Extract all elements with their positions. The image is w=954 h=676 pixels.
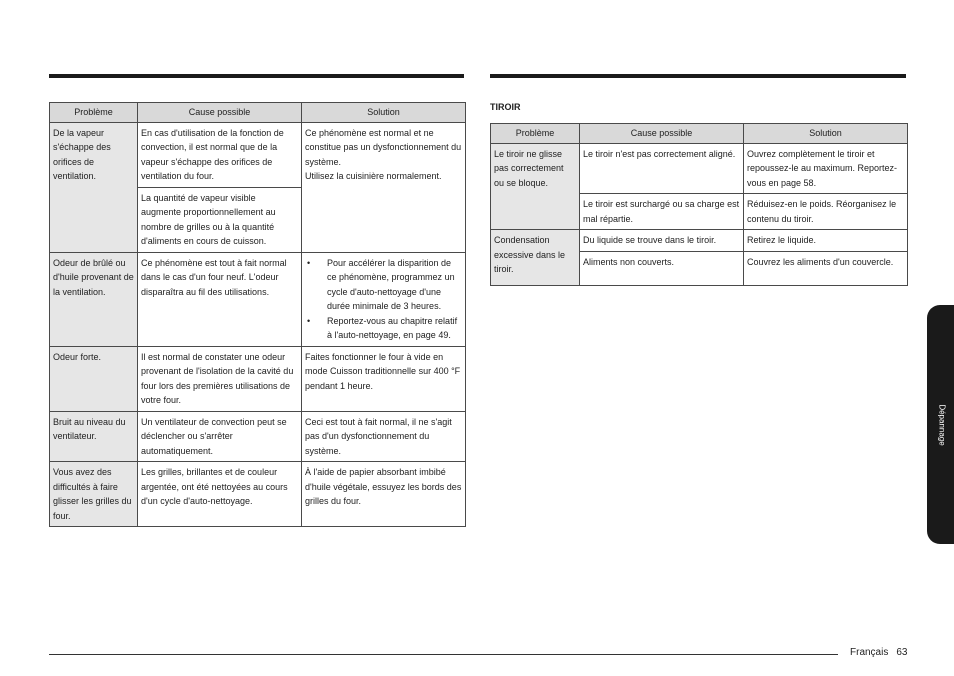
solution-cell: Couvrez les aliments d'un couvercle. [744, 251, 908, 285]
bullet-text: Reportez-vous au chapitre relatif à l'auto-nettoyage, en page [327, 315, 458, 340]
footer-rule [49, 654, 838, 655]
cause-cell: En cas d'utilisation de la fonction de convection, il est normal que de la vapeur s'échappe des orifices de ventilation du four. [138, 122, 302, 187]
bullet-end: . [448, 330, 451, 340]
page-number: 63 [896, 647, 908, 658]
header-solution: Solution [302, 103, 466, 123]
top-rule-right [490, 74, 906, 78]
solution-cell [302, 252, 466, 346]
solution-cell: À l'aide de papier absorbant imbibé d'huile végétale, essuyez les bords des grilles du four. [302, 462, 466, 527]
table-row [50, 122, 466, 187]
solution-cell [302, 122, 466, 252]
table-header-row [491, 124, 908, 144]
solution-line: Utilisez la cuisinière normalement. [305, 171, 442, 181]
problem-cell: Odeur de brûlé ou d'huile provenant de la ventilation. [50, 252, 138, 346]
problem-cell: Odeur forte. [50, 346, 138, 411]
solution-text: Ouvrez complètement le tiroir et repoussez-le au maximum. Reportez-vous en page [747, 148, 898, 188]
bullet-item [305, 314, 462, 343]
header-problem: Problème [491, 124, 580, 144]
section-title-drawer: TIROIR [490, 102, 521, 112]
side-tab-label: Dépannage [936, 403, 946, 446]
page-link-49[interactable]: 49 [438, 330, 449, 340]
section-side-tab[interactable] [927, 305, 954, 544]
problem-cell: Le tiroir ne glisse pas correctement ou se bloque. [491, 143, 580, 230]
page-link-58[interactable]: 58 [803, 177, 814, 188]
cause-cell: Du liquide se trouve dans le tiroir. [580, 230, 744, 252]
cause-cell: Ce phénomène est tout à fait normal dans le cas d'un four neuf. L'odeur disparaîtra au fil des utilisations. [138, 252, 302, 346]
problem-cell: De la vapeur s'échappe des orifices de ventilation. [50, 122, 138, 252]
cause-cell: Aliments non couverts. [580, 251, 744, 285]
solution-bullets [305, 256, 462, 343]
solution-end: . [813, 177, 817, 188]
cause-cell: Un ventilateur de convection peut se déclencher ou s'arrêter automatiquement. [138, 411, 302, 462]
cause-cell: Le tiroir n'est pas correctement aligné. [580, 143, 744, 194]
table-row [50, 411, 466, 462]
table-row [491, 143, 908, 194]
table-header-row [50, 103, 466, 123]
solution-cell [744, 143, 908, 194]
footer [850, 646, 907, 661]
footer-language: Français [850, 647, 889, 658]
header-solution: Solution [744, 124, 908, 144]
table-row [50, 346, 466, 411]
table-row [50, 462, 466, 527]
solution-cell: Faites fonctionner le four à vide en mode Cuisson traditionnelle sur 400 °F pendant 1 heure. [302, 346, 466, 411]
header-problem: Problème [50, 103, 138, 123]
cause-cell: Il est normal de constater une odeur provenant de l'isolation de la cavité du four lors des premières utilisations de votre four. [138, 346, 302, 411]
table-row [491, 230, 908, 252]
bullet-item: • Pour accélérer la disparition de ce phénomène, programmez un cycle d'auto-nettoyage d'une durée minimale de 3 heures. [305, 256, 462, 314]
cause-cell: Le tiroir est surchargé ou sa charge est mal répartie. [580, 194, 744, 230]
cause-cell: La quantité de vapeur visible augmente proportionnellement au nombre de grilles ou à la quantité d'aliments en cours de cuisson. [138, 187, 302, 252]
cause-cell: Les grilles, brillantes et de couleur argentée, ont été nettoyées au cours d'un cycle d'auto-nettoyage. [138, 462, 302, 527]
solution-cell: Réduisez-en le poids. Réorganisez le contenu du tiroir. [744, 194, 908, 230]
header-cause: Cause possible [138, 103, 302, 123]
top-rule-left [49, 74, 464, 78]
solution-cell: Ceci est tout à fait normal, il ne s'agit pas d'un dysfonctionnement du système. [302, 411, 466, 462]
solution-cell: Retirez le liquide. [744, 230, 908, 252]
problem-cell: Condensation excessive dans le tiroir. [491, 230, 580, 286]
problem-cell: Bruit au niveau du ventilateur. [50, 411, 138, 462]
problem-cell: Vous avez des difficultés à faire glisser les grilles du four. [50, 462, 138, 527]
header-cause: Cause possible [580, 124, 744, 144]
troubleshooting-table-oven [49, 102, 466, 527]
troubleshooting-table-drawer [490, 123, 908, 286]
table-row [50, 252, 466, 346]
solution-line: Ce phénomène est normal et ne constitue pas un dysfonctionnement du système. [305, 127, 462, 167]
